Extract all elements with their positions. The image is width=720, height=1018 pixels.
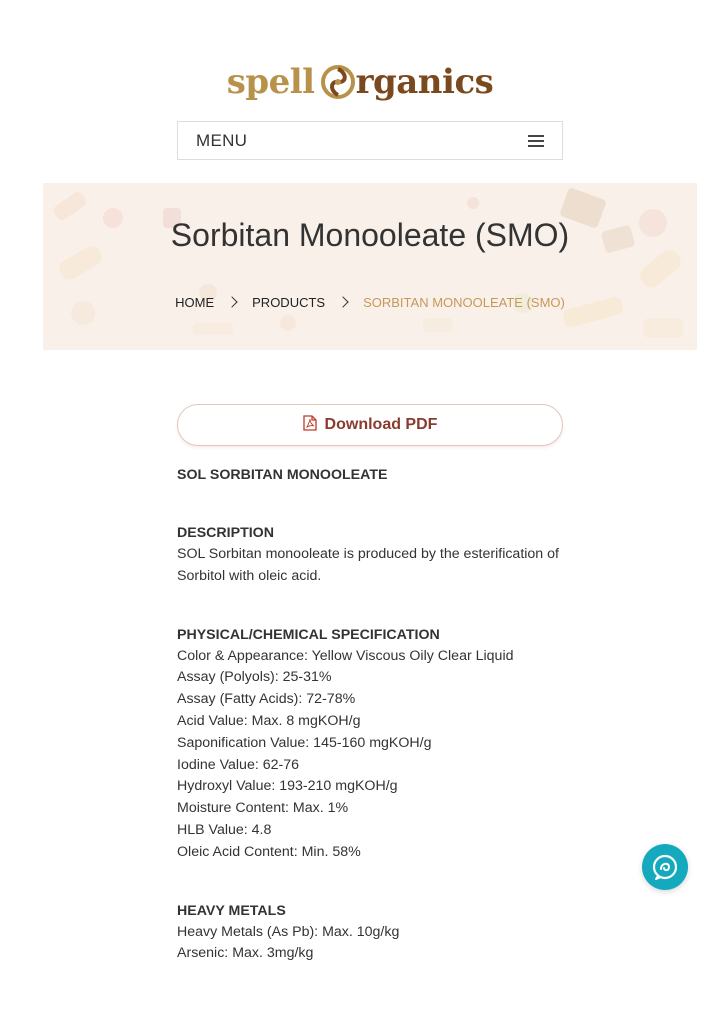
spec-line: Iodine Value: 62-76 <box>177 756 299 773</box>
chevron-right-icon <box>226 296 237 307</box>
spec-line: Assay (Polyols): 25-31% <box>177 669 332 686</box>
spec-line: Moisture Content: Max. 1% <box>177 800 349 817</box>
breadcrumb <box>43 295 697 310</box>
specification-title: PHYSICAL/CHEMICAL SPECIFICATION <box>177 626 440 643</box>
logo-swirl-icon <box>321 65 355 99</box>
description-text: SOL Sorbitan monooleate is produced by the esterification of Sorbitol with oleic acid. <box>177 546 559 584</box>
hero-overlay <box>43 183 697 350</box>
logo-word-spell: spell <box>226 62 315 102</box>
spec-line: Saponification Value: 145-160 mgKOH/g <box>177 734 432 751</box>
product-details <box>177 464 577 1001</box>
spec-line: Acid Value: Max. 8 mgKOH/g <box>177 712 361 729</box>
spec-line: Assay (Fatty Acids): 72-78% <box>177 691 356 708</box>
page-title: Sorbitan Monooleate (SMO) <box>170 217 570 253</box>
spec-line: Oleic Acid Content: Min. 58% <box>177 843 361 860</box>
page-hero-banner <box>43 183 697 350</box>
chat-bubble-icon <box>651 853 679 881</box>
download-pdf-button[interactable] <box>177 404 563 446</box>
spec-line: HLB Value: 4.8 <box>177 821 272 838</box>
spec-line: Color & Appearance: Yellow Viscous Oily Clear Liquid <box>177 647 514 664</box>
description-title: DESCRIPTION <box>177 525 274 541</box>
breadcrumb-current: SORBITAN MONOOLEATE (SMO) <box>363 295 565 310</box>
brand-logo[interactable] <box>0 60 720 104</box>
heavy-metals-title: HEAVY METALS <box>177 902 286 919</box>
description-section <box>177 522 577 588</box>
specification-section <box>177 624 577 864</box>
hamburger-icon[interactable] <box>528 135 544 147</box>
spec-line: Arsenic: Max. 3mg/kg <box>177 945 314 962</box>
spec-line: Hydroxyl Value: 193-210 mgKOH/g <box>177 778 398 795</box>
pdf-file-icon <box>303 415 317 431</box>
breadcrumb-home-link[interactable]: HOME <box>175 295 215 310</box>
menu-toggle-bar[interactable] <box>177 121 563 160</box>
chevron-right-icon <box>337 296 348 307</box>
chat-widget-button[interactable] <box>642 844 688 890</box>
logo-word-organics: rganics <box>355 62 494 102</box>
heavy-metals-section <box>177 900 577 966</box>
spec-line: Heavy Metals (As Pb): Max. 10g/kg <box>177 923 400 940</box>
breadcrumb-products-link[interactable]: PRODUCTS <box>252 295 326 310</box>
menu-label: MENU <box>196 131 248 150</box>
download-pdf-label: Download PDF <box>324 416 438 433</box>
product-heading: SOL SORBITAN MONOOLEATE <box>177 467 388 483</box>
